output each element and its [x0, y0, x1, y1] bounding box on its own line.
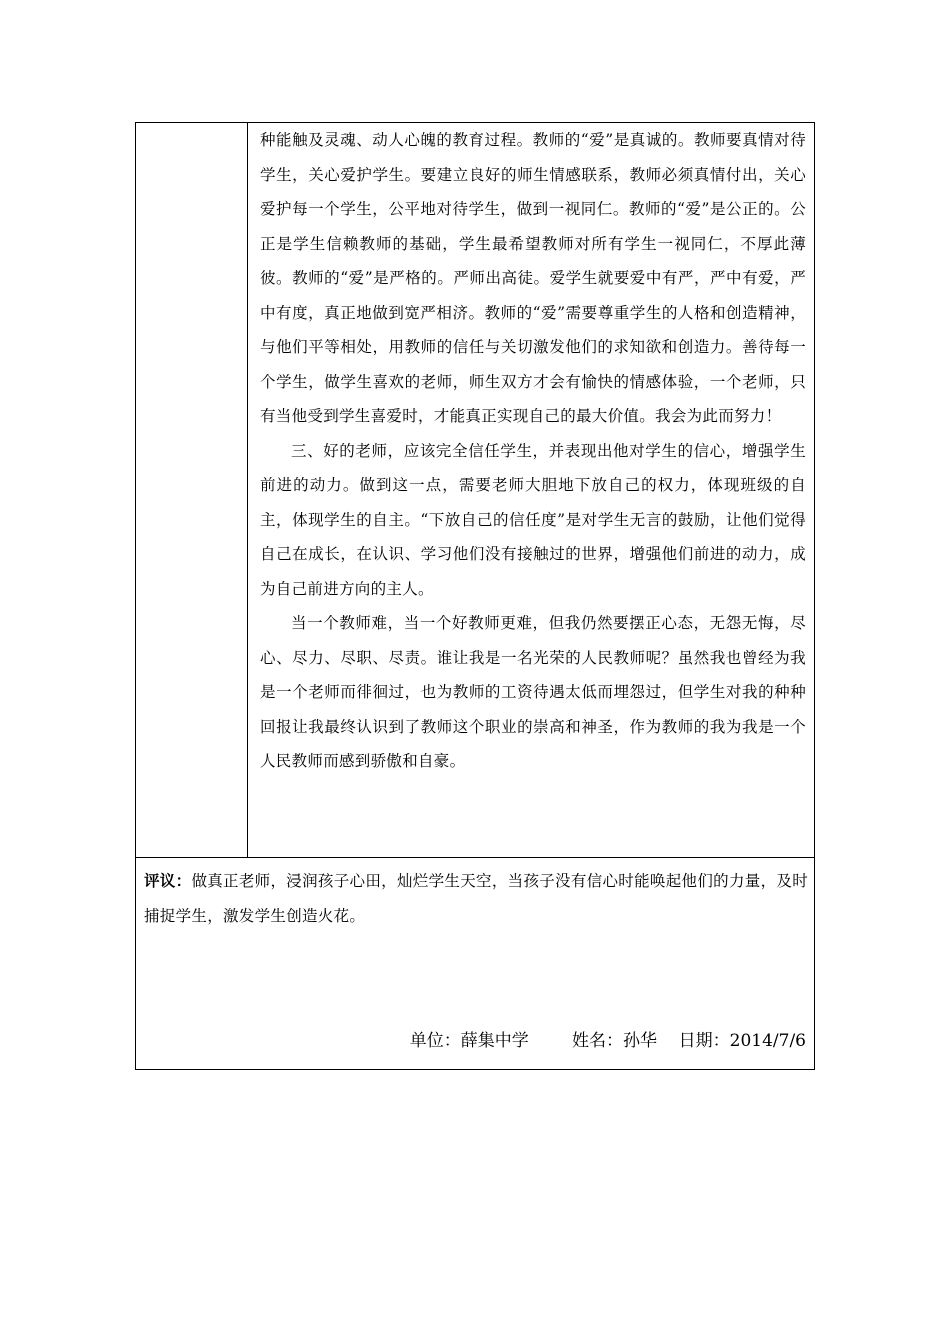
- record-table: [135, 122, 815, 1070]
- review-block: [144, 864, 808, 933]
- unit-label: 单位：: [409, 1031, 461, 1051]
- content-paragraph-1: 种能触及灵魂、动人心魄的教育过程。教师的“爱”是真诚的。教师要真情对待学生，关心爱护学生。要建立良好的师生情感联系，教师必须真情付出，关心爱护每一个学生，公平地对待学生，做到一视同仁。教师的“爱”是公正的。公正是学生信赖教师的基础，学生最希望教师对所有学生一视同仁，不厚此薄彼。教师的“爱”是严格的。严师出高徒。爱学生就要爱中有严，严中有爱，严中有度，真正地做到宽严相济。教师的“爱”需要尊重学生的人格和创造精神，与他们平等相处，用教师的信任与关切激发他们的求知欲和创造力。善待每一个学生，做学生喜欢的老师，师生双方才会有愉快的情感体验，一个老师，只有当他受到学生喜爱时，才能真正实现自己的最大价值。我会为此而努力！: [260, 131, 806, 425]
- signature-line: [410, 1026, 806, 1051]
- name-label: 姓名：: [572, 1031, 624, 1051]
- content-body: [260, 123, 806, 779]
- content-row: [136, 123, 814, 858]
- content-paragraph-2: 三、好的老师，应该完全信任学生，并表现出他对学生的信心，增强学生前进的动力。做到这一点，需要老师大胆地下放自己的权力，体现班级的自主，体现学生的自主。“下放自己的信任度”是对学生无言的鼓励，让他们觉得自己在成长，在认识、学习他们没有接触过的世界，增强他们前进的动力，成为自己前进方向的主人。: [260, 441, 806, 598]
- review-row: [136, 858, 814, 1069]
- review-comment: 做真正老师，浸润孩子心田，灿烂学生天空，当孩子没有信心时能唤起他们的力量，及时捕捉学生，激发学生创造火花。: [144, 872, 809, 925]
- date-value: 2014/7/6: [729, 1031, 806, 1051]
- date-label: 日期：: [678, 1031, 730, 1051]
- unit-value: 薛集中学: [460, 1031, 529, 1051]
- row-label-cell: [136, 123, 248, 857]
- name-value: 孙华: [623, 1031, 658, 1051]
- content-paragraph-3: 当一个教师难，当一个好教师更难，但我仍然要摆正心态，无怨无悔，尽心、尽力、尽职、尽责。谁让我是一名光荣的人民教师呢？虽然我也曾经为我是一个老师而徘徊过，也为教师的工资待遇太低而埋怨过，但学生对我的种种回报让我最终认识到了教师这个职业的崇高和神圣，作为教师的我为我是一个人民教师而感到骄傲和自豪。: [260, 614, 806, 770]
- review-label: 评议：: [144, 871, 192, 890]
